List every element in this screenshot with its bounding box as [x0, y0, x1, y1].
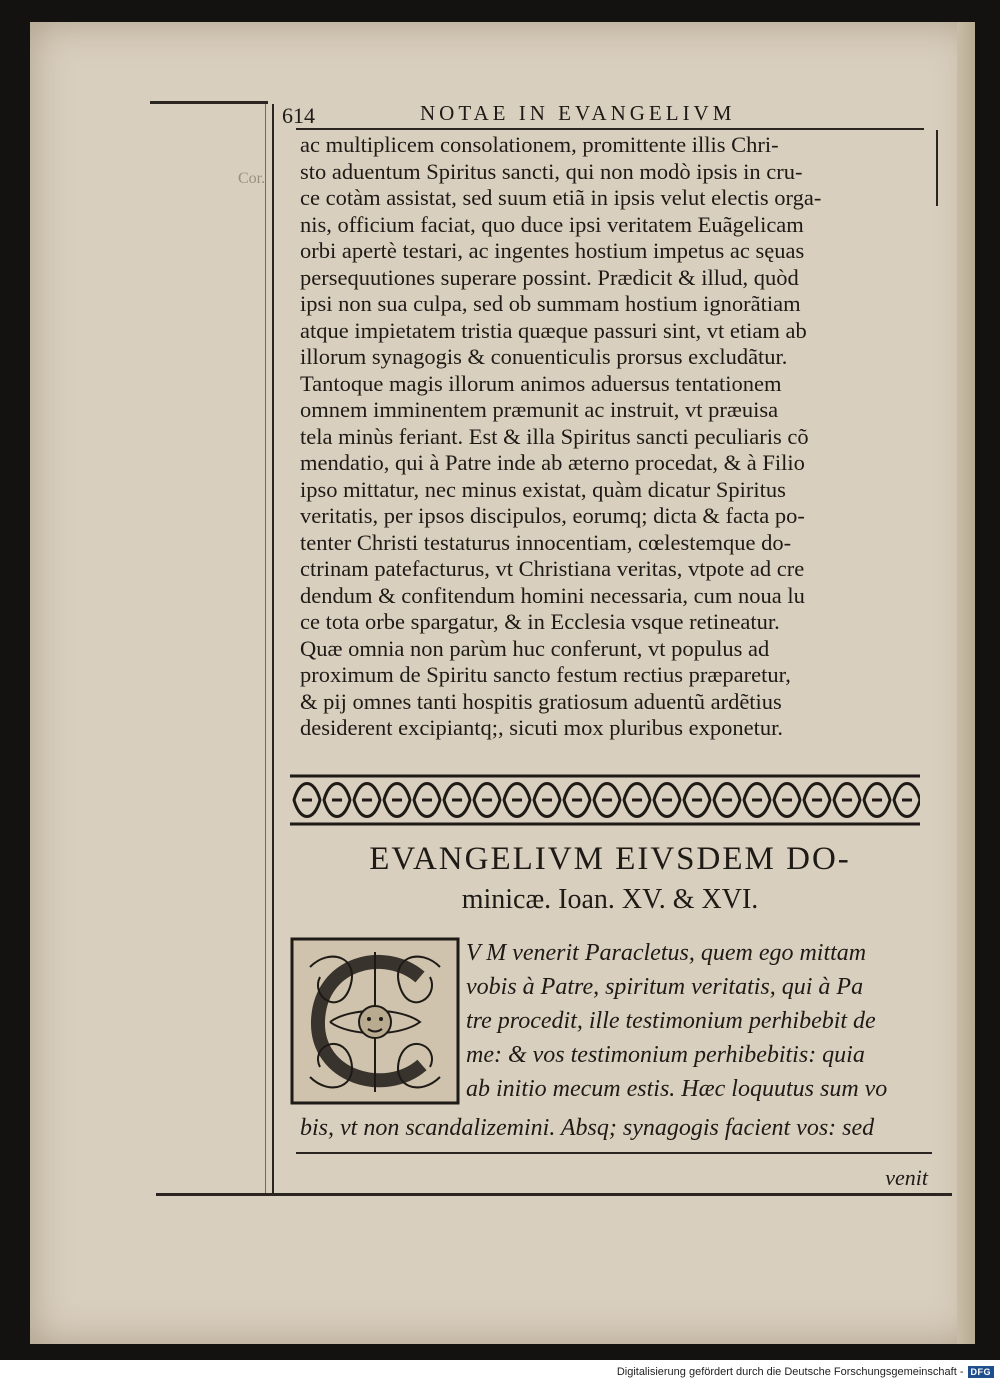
ornament-band: [290, 772, 920, 828]
footer-credit: [617, 1366, 994, 1378]
text-line: orbi apertè testari, ac ingentes hostium impetus ac sęuas: [300, 238, 805, 263]
text-line: ipsi non sua culpa, sed ob summam hostium ignorãtiam: [300, 291, 801, 316]
ornament-motif: [354, 784, 380, 817]
gospel-line: ab initio mecum estis. Hæc loquutus sum vo: [466, 1076, 888, 1102]
page-number: 614: [282, 103, 315, 128]
catchword: venit: [885, 1165, 928, 1190]
margin-faint-note: Cor.: [238, 170, 266, 187]
ornament-motif: [714, 784, 740, 817]
text-line: ce cotàm assistat, sed suum etiã in ipsis velut electis orga-: [300, 185, 822, 210]
ornament-motif: [834, 784, 860, 817]
ornament-motif: [504, 784, 530, 817]
right-frame-rule: [936, 130, 938, 206]
text-line: ipso mittatur, nec minus existat, quàm dicatur Spiritus: [300, 476, 786, 502]
ornament-motif: [804, 784, 830, 817]
dfg-logo: DFG: [968, 1366, 995, 1378]
ornament-motif: [474, 784, 500, 817]
ornament-motif: [564, 784, 590, 817]
gospel-line: tre procedit, ille testimonium perhibebit de: [466, 1008, 876, 1034]
ornament-motif: [894, 784, 920, 817]
text-line: veritatis, per ipsos discipulos, eorumq; dicta & facta po-: [300, 503, 805, 528]
ornament-motif: [654, 784, 680, 817]
outer-margin-rule: [265, 104, 266, 1196]
ornament-motif: [414, 784, 440, 817]
ornament-motif: [594, 784, 620, 817]
text-line: tenter Christi testaturus innocentiam, cœlestemque do-: [300, 529, 792, 555]
text-line: mendatio, qui à Patre inde ab æterno procedat, & à Filio: [300, 450, 805, 475]
ornament-motif: [294, 784, 320, 817]
gospel-line: V M venerit Paracletus, quem ego mittam: [466, 940, 867, 966]
text-line: & pij omnes tanti hospitis gratiosum aduentũ ardẽtius: [300, 688, 782, 714]
page-bottom-rule: [156, 1193, 952, 1196]
text-line: omnem imminentem præmunit ac instruit, vt præuisa: [300, 397, 779, 422]
text-line: Tantoque magis illorum animos aduersus tentationem: [300, 370, 782, 396]
gospel-bottom-rule: [296, 1152, 932, 1154]
ornament-motif: [744, 784, 770, 817]
text-line: atque impietatem tristia quæque passuri sint, vt etiam ab: [300, 317, 807, 343]
ornament-motif: [864, 784, 890, 817]
section-subheading: minicæ. Ioan. XV. & XVI.: [461, 884, 759, 915]
text-line: ce tota orbe spargatur, & in Ecclesia vsque retineatur.: [300, 609, 780, 634]
text-line: Quæ omnia non parùm huc conferunt, vt populus ad: [300, 635, 770, 661]
ornament-motif: [624, 784, 650, 817]
ornament-motif: [774, 784, 800, 817]
inner-margin-rule: [272, 104, 274, 1196]
text-line: sto aduentum Spiritus sancti, qui non modò ipsis in cru-: [300, 158, 803, 184]
ornament-motif: [684, 784, 710, 817]
text-line: desiderent excipiantq;, sicuti mox pluribus exponetur.: [300, 715, 784, 740]
gospel-line: bis, vt non scandalizemini. Absq; synagogis facient vos: sed: [300, 1115, 875, 1141]
text-line: ctrinam patefacturus, vt Christiana veritas, vtpote ad cre: [300, 556, 805, 581]
text-line: dendum & confitendum homini necessaria, cum noua lu: [300, 582, 805, 608]
text-line: proximum de Spiritu sancto festum rectius præparetur,: [300, 662, 791, 687]
ornament-motif: [534, 784, 560, 817]
text-line: nis, officium faciat, quo duce ipsi veritatem Euãgelicam: [300, 211, 804, 237]
gospel-line: vobis à Patre, spiritum veritatis, qui à Pa: [466, 974, 864, 1000]
commentary-text: [300, 132, 900, 742]
text-line: ac multiplicem consolationem, promittente illis Chri-: [300, 132, 779, 157]
running-title: NOTAE IN EVANGELIVM: [420, 101, 736, 125]
header-top-left-rule: [150, 101, 268, 104]
header-rule: [296, 128, 924, 130]
text-line: persequutiones superare possint. Prædicit & illud, quòd: [300, 264, 799, 290]
ornament-motif: [384, 784, 410, 817]
gospel-line: me: & vos testimonium perhibebitis: quia: [466, 1042, 865, 1068]
section-heading: EVANGELIVM EIVSDEM DO-: [369, 841, 851, 877]
ornament-motif: [324, 784, 350, 817]
text-line: illorum synagogis & conuenticulis prorsus excludãtur.: [300, 344, 788, 369]
page-edge: [957, 22, 975, 1344]
footer-credit-text: Digitalisierung gefördert durch die Deutsche Forschungsgemeinschaft -: [616, 1366, 964, 1378]
ornament-motif: [444, 784, 470, 817]
decorated-initial: [290, 937, 460, 1105]
text-line: tela minùs feriant. Est & illa Spiritus sancti peculiaris cõ: [300, 423, 809, 449]
